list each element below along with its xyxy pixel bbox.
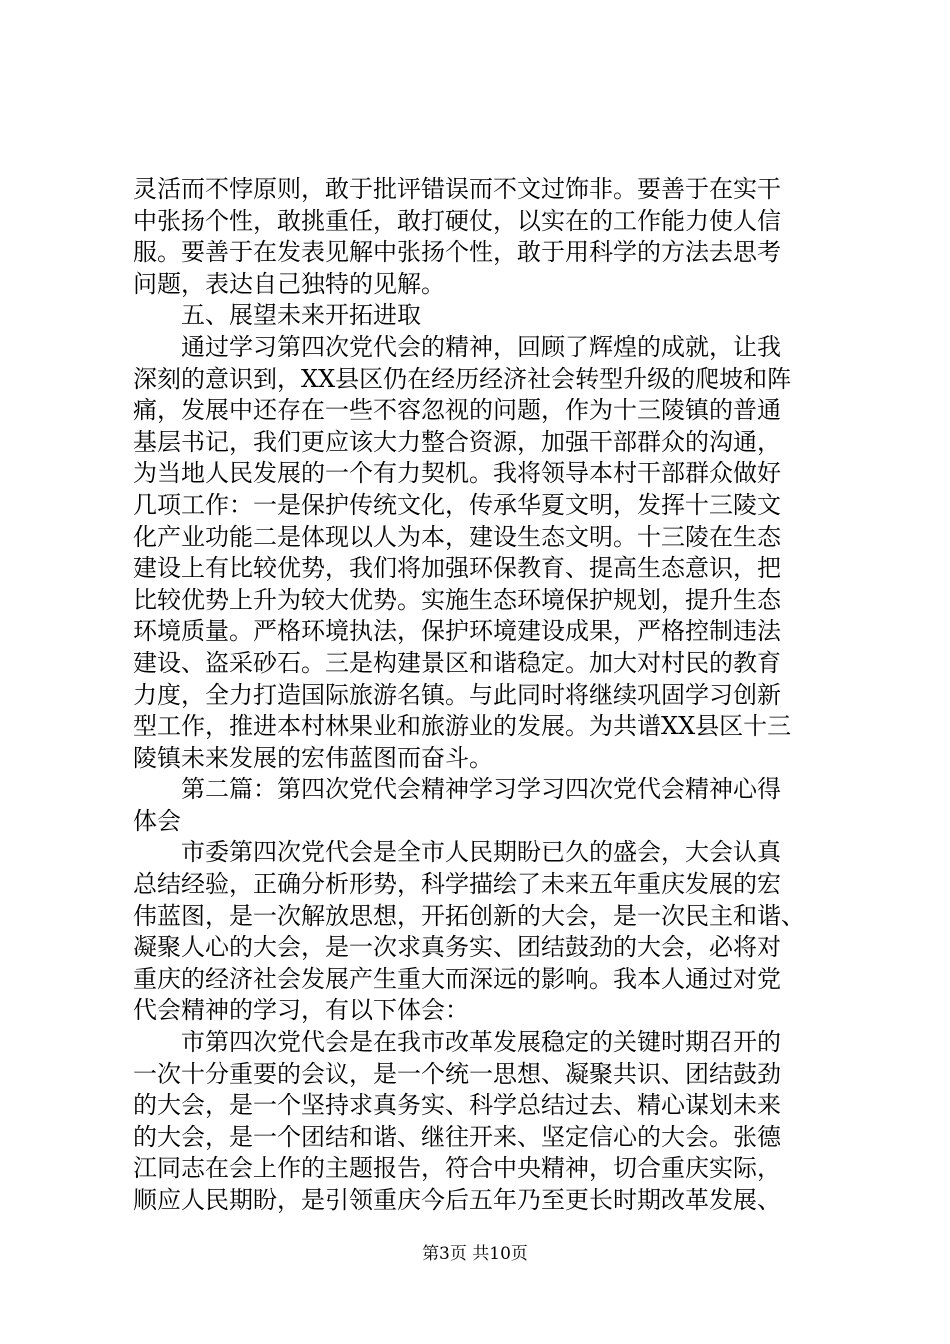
text-line: 痛，发展中还存在一些不容忽视的问题，作为十三陵镇的普通 bbox=[133, 396, 781, 425]
text-line: 中张扬个性，敢挑重任，敢打硬仗，以实在的工作能力使人信 bbox=[133, 206, 781, 235]
text-line: 一次十分重要的会议，是一个统一思想、凝聚共识、团结鼓劲 bbox=[133, 1059, 781, 1088]
text-line: 基层书记，我们更应该大力整合资源，加强干部群众的沟通， bbox=[133, 427, 781, 456]
text-line: 环境质量。严格环境执法，保护环境建设成果，严格控制违法 bbox=[133, 617, 781, 646]
text-line: 伟蓝图，是一次解放思想，开拓创新的大会，是一次民主和谐、 bbox=[133, 901, 805, 930]
text-line: 比较优势上升为较大优势。实施生态环境保护规划，提升生态 bbox=[133, 585, 781, 614]
text-line: 顺应人民期盼，是引领重庆今后五年乃至更长时期改革发展、 bbox=[133, 1186, 781, 1214]
text-line: 建设上有比较优势，我们将加强环保教育、提高生态意识，把 bbox=[133, 554, 781, 583]
text-line: 凝聚人心的大会，是一次求真务实、团结鼓劲的大会，必将对 bbox=[133, 933, 781, 962]
text-line: 代会精神的学习，有以下体会： bbox=[133, 996, 469, 1025]
text-line: 体会 bbox=[133, 806, 181, 835]
text-line: 服。要善于在发表见解中张扬个性，敢于用科学的方法去思考 bbox=[133, 238, 781, 267]
text-line: 陵镇未来发展的宏伟蓝图而奋斗。 bbox=[133, 743, 493, 772]
text-line: 的大会，是一个团结和谐、继往开来、坚定信心的大会。张德 bbox=[133, 1122, 781, 1151]
text-line: 深刻的意识到，XX县区仍在经历经济社会转型升级的爬坡和阵 bbox=[133, 364, 792, 393]
text-line: 通过学习第四次党代会的精神，回顾了辉煌的成就，让我 bbox=[133, 332, 781, 361]
document-body bbox=[133, 174, 833, 1217]
text-line: 几项工作：一是保护传统文化，传承华夏文明，发挥十三陵文 bbox=[133, 490, 781, 519]
page-footer: 第3页 共10页 bbox=[422, 1244, 528, 1264]
text-line: 市委第四次党代会是全市人民期盼已久的盛会，大会认真 bbox=[133, 838, 781, 867]
text-line: 第二篇：第四次党代会精神学习学习四次党代会精神心得 bbox=[133, 775, 781, 804]
text-line: 江同志在会上作的主题报告，符合中央精神，切合重庆实际， bbox=[133, 1154, 781, 1183]
text-line: 化产业功能二是体现以人为本，建设生态文明。十三陵在生态 bbox=[133, 522, 781, 551]
text-line: 型工作，推进本村林果业和旅游业的发展。为共谱XX县区十三 bbox=[133, 712, 792, 741]
text-line: 为当地人民发展的一个有力契机。我将领导本村干部群众做好 bbox=[133, 459, 781, 488]
text-line: 总结经验，正确分析形势，科学描绘了未来五年重庆发展的宏 bbox=[133, 870, 781, 899]
text-line: 力度，全力打造国际旅游名镇。与此同时将继续巩固学习创新 bbox=[133, 680, 781, 709]
text-line: 重庆的经济社会发展产生重大而深远的影响。我本人通过对党 bbox=[133, 964, 781, 993]
text-line: 问题，表达自己独特的见解。 bbox=[133, 269, 445, 298]
text-line: 五、展望未来开拓进取 bbox=[133, 301, 421, 330]
text-line: 的大会，是一个坚持求真务实、科学总结过去、精心谋划未来 bbox=[133, 1091, 781, 1120]
text-line: 灵活而不悖原则，敢于批评错误而不文过饰非。要善于在实干 bbox=[133, 175, 781, 203]
text-line: 市第四次党代会是在我市改革发展稳定的关键时期召开的 bbox=[133, 1028, 781, 1057]
text-line: 建设、盗采砂石。三是构建景区和谐稳定。加大对村民的教育 bbox=[133, 648, 781, 677]
